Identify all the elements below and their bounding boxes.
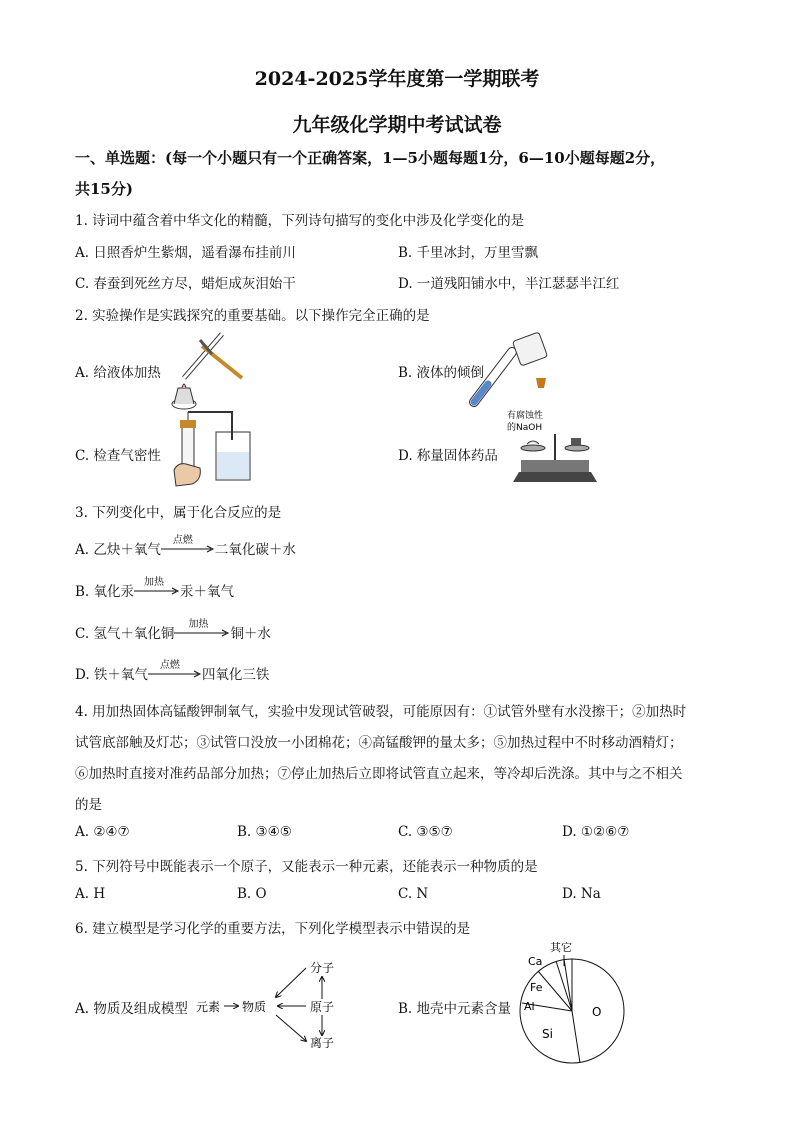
q3-c-arrow	[174, 619, 230, 638]
section-heading	[75, 143, 725, 205]
pie-label-al: Al	[524, 1000, 535, 1013]
q3-d-arrow	[148, 660, 202, 679]
pie-label-si: Si	[542, 1027, 553, 1041]
q2-stem: 2. 实验操作是实践探究的重要基础。以下操作完全正确的是	[75, 308, 430, 324]
model-atom: 原子	[310, 1000, 335, 1014]
q6-option-a: A. 物质及组成模型	[75, 1001, 188, 1017]
q5-stem: 5. 下列符号中既能表示一个原子，又能表示一种元素，还能表示一种物质的是	[75, 859, 538, 875]
q3-d-products: 四氧化三铁	[201, 667, 270, 683]
q3-d-condition: 点燃	[159, 660, 180, 671]
q5-option-b: B. O	[237, 886, 267, 902]
exam-title-line1: 2024-2025学年度第一学期联考	[254, 68, 540, 90]
section-heading-line1: 一、单选题：(每一个小题只有一个正确答案，1—5小题每题1分，6—10小题每题2分，	[75, 149, 666, 167]
q1-option-b: B. 千里冰封，万里雪飘	[398, 245, 539, 261]
q5-option-d: D. Na	[562, 886, 601, 902]
pie-label-other: 其它	[550, 941, 572, 954]
naoh-label-line2: 的NaOH	[507, 423, 543, 433]
q3-option-b	[75, 577, 235, 600]
q3-option-d	[75, 660, 270, 683]
q3-a-condition: 点燃	[172, 535, 193, 546]
q2-option-c: C. 检查气密性	[75, 448, 161, 464]
model-ion: 离子	[310, 1036, 335, 1050]
q3-c-products: 铜＋水	[230, 626, 271, 642]
q3-a-reactants: A. 乙炔＋氧气	[75, 542, 161, 558]
q5-option-c: C. N	[398, 886, 429, 902]
q4-option-a: A. ②④⑦	[75, 824, 130, 840]
exam-title-line2: 九年级化学期中考试试卷	[292, 114, 502, 136]
heating-liquid-illustration	[164, 330, 246, 410]
balance-weighing-illustration	[505, 410, 605, 492]
q3-c-reactants: C. 氢气＋氧化铜	[75, 626, 175, 642]
q3-option-c	[75, 619, 271, 642]
model-substance: 物质	[242, 1000, 267, 1014]
q3-b-arrow	[134, 577, 180, 596]
pie-label-fe: Fe	[530, 981, 543, 994]
q2-option-b: B. 液体的倾倒	[398, 365, 485, 381]
q3-c-condition: 加热	[188, 619, 209, 630]
q3-b-condition: 加热	[144, 577, 165, 588]
q4-option-d: D. ①②⑥⑦	[562, 824, 630, 840]
pie-label-ca: Ca	[528, 955, 543, 968]
model-molecule: 分子	[310, 961, 335, 975]
q3-d-reactants: D. 铁＋氧气	[75, 667, 148, 683]
q4-option-b: B. ③④⑤	[237, 824, 292, 840]
pouring-liquid-illustration	[460, 330, 550, 412]
q4-line3: ⑥加热时直接对准药品部分加热；⑦停止加热后立即将试管直立起来，等冷却后洗涤。其中与之不相关	[75, 766, 683, 782]
q6-option-b: B. 地壳中元素含量	[398, 1001, 512, 1017]
q1-stem: 1. 诗词中蕴含着中华文化的精髓，下列诗句描写的变化中涉及化学变化的是	[75, 213, 525, 229]
q3-b-products: 汞＋氧气	[180, 584, 235, 600]
pie-label-o: O	[592, 1005, 602, 1019]
q2-option-a: A. 给液体加热	[75, 365, 161, 381]
q3-a-arrow	[161, 535, 215, 554]
substance-composition-model	[192, 955, 372, 1055]
q4-line1: 4. 用加热固体高锰酸钾制氧气，实验中发现试管破裂，可能原因有：①试管外壁有水没擦干；②加热时	[75, 704, 687, 720]
model-element: 元素	[196, 1000, 221, 1014]
naoh-label-line1: 有腐蚀性	[507, 411, 544, 421]
q4-option-c: C. ③⑤⑦	[398, 824, 453, 840]
q1-option-d: D. 一道残阳铺水中，半江瑟瑟半江红	[398, 276, 620, 292]
crust-element-pie-chart	[518, 938, 630, 1068]
q5-option-a: A. H	[75, 886, 106, 902]
q3-a-products: 二氧化碳＋水	[214, 542, 296, 558]
q3-option-a	[75, 535, 296, 558]
q1-option-a: A. 日照香炉生紫烟，遥看瀑布挂前川	[75, 245, 296, 261]
q2-option-d: D. 称量固体药品	[398, 448, 498, 464]
airtightness-check-illustration	[172, 410, 262, 492]
q1-option-c: C. 春蚕到死丝方尽，蜡炬成灰泪始干	[75, 276, 296, 292]
section-heading-line2: 共15分)	[75, 180, 133, 198]
q4-line2: 试管底部触及灯芯；③试管口没放一小团棉花；④高锰酸钾的量太多；⑤加热过程中不时移动酒精灯；	[75, 735, 683, 751]
q6-stem: 6. 建立模型是学习化学的重要方法，下列化学模型表示中错误的是	[75, 921, 471, 937]
q4-line4: 的是	[75, 797, 102, 813]
q3-b-reactants: B. 氧化汞	[75, 584, 135, 600]
q3-stem: 3. 下列变化中，属于化合反应的是	[75, 505, 282, 521]
